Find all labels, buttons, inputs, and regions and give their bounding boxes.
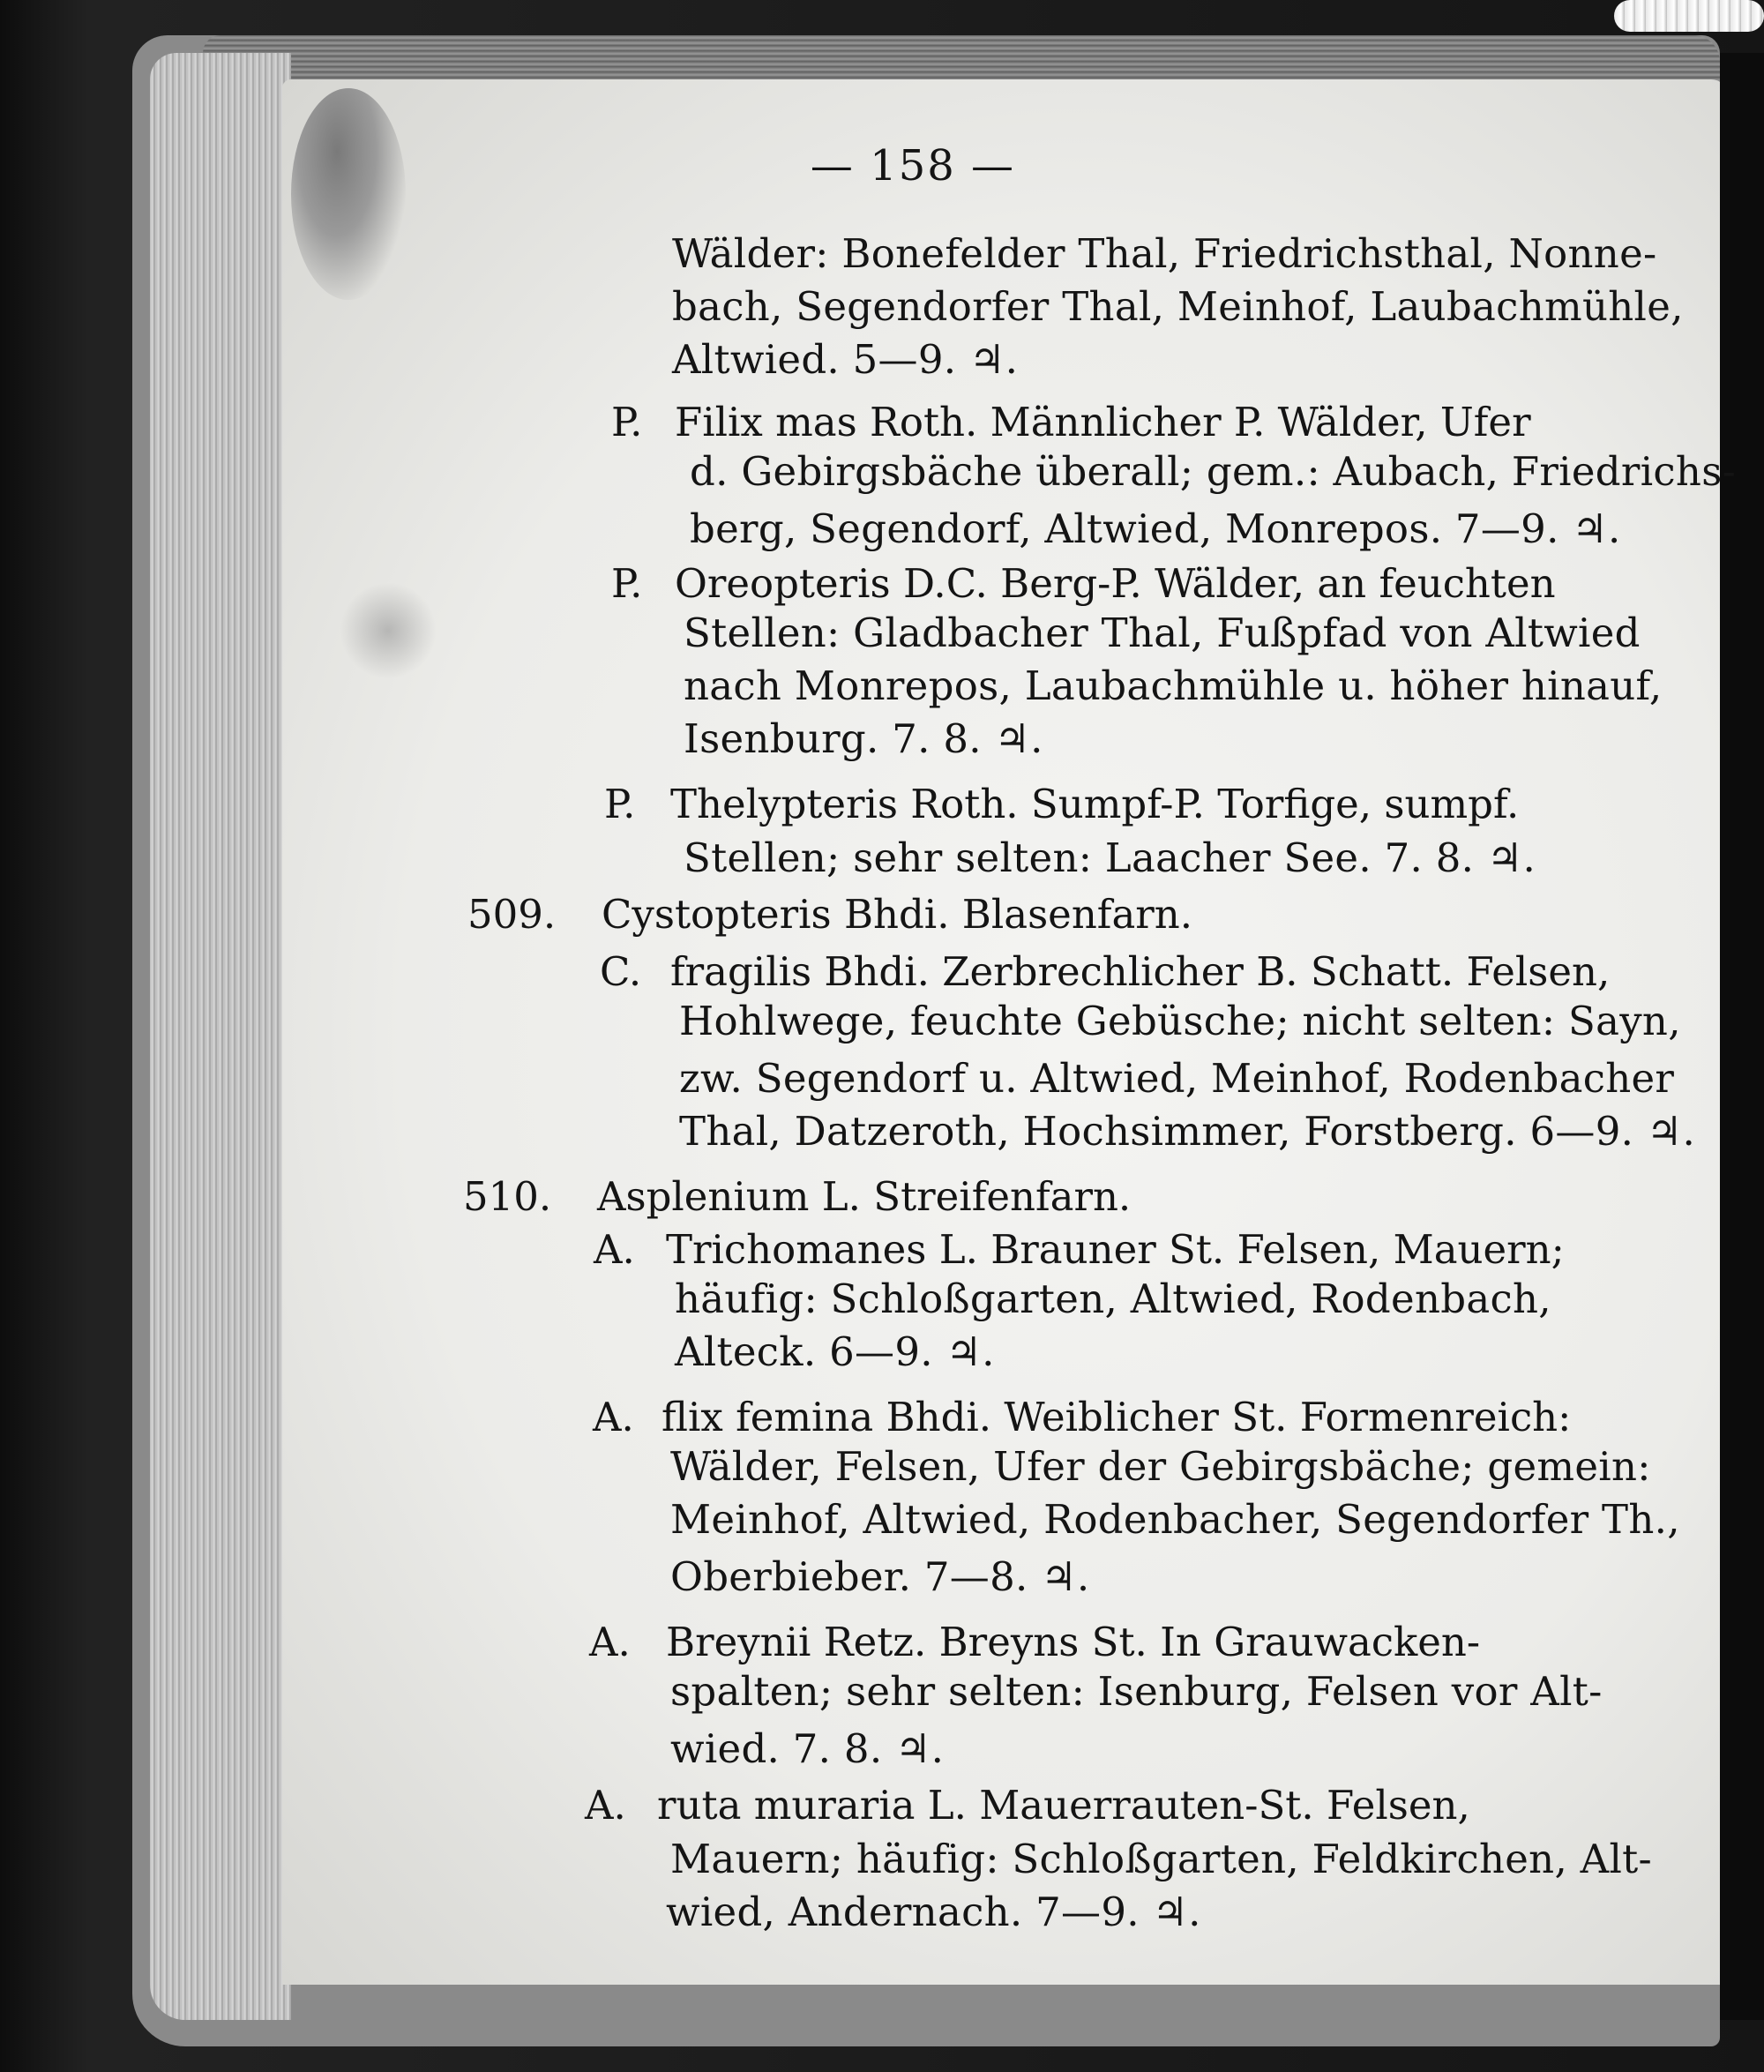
entry-abbr: A. [589,1619,631,1665]
entry-abbr: P. [611,560,643,607]
genus-number: 510. [463,1173,552,1220]
text-line: zw. Segendorf u. Altwied, Meinhof, Rodenbacher [679,1055,1675,1102]
left-page-edges [150,53,291,2020]
entry-text: Thelypteris Roth. Sumpf-P. Torfige, sumpf. [670,781,1520,827]
page-text [282,79,1737,1985]
entry-text: Breynii Retz. Breyns St. In Grauwacken- [666,1619,1481,1665]
text-line: Oberbieber. 7—8. ♃. [670,1553,1090,1600]
text-line: Isenburg. 7. 8. ♃. [684,715,1043,762]
text-line: wied, Andernach. 7—9. ♃. [666,1889,1201,1935]
text-line: Stellen: Gladbacher Thal, Fußpfad von Altwied [684,610,1641,656]
entry-text: fragilis Bhdi. Zerbrechlicher B. Schatt. Felsen, [670,948,1611,995]
genus-number: 509. [467,891,557,938]
text-line: Mauern; häufig: Schloßgarten, Feldkirchen, Alt- [670,1836,1653,1882]
entry-text: ruta muraria L. Mauerrauten-St. Felsen, [657,1782,1470,1829]
text-line: spalten; sehr selten: Isenburg, Felsen vor Alt- [670,1668,1603,1715]
entry-text: Asplenium L. Streifenfarn. [597,1173,1132,1220]
text-line: Wälder: Bonefelder Thal, Friedrichsthal, Nonne- [672,230,1657,277]
entry-abbr: P. [604,781,636,827]
text-line: häufig: Schloßgarten, Altwied, Rodenbach, [675,1275,1551,1322]
page-number: — 158 — [810,141,1016,191]
entry-text: Oreopteris D.C. Berg-P. Wälder, an feuchten [675,560,1556,607]
text-line: Wälder, Felsen, Ufer der Gebirgsbäche; gemein: [670,1443,1651,1490]
entry-text: flix femina Bhdi. Weiblicher St. Formenreich: [662,1394,1572,1440]
entry-text: Trichomanes L. Brauner St. Felsen, Mauern; [666,1226,1565,1273]
entry-abbr: P. [611,399,643,445]
text-line: Alteck. 6—9. ♃. [675,1328,995,1375]
bookmark-ribbon [1614,0,1764,32]
text-line: Thal, Datzeroth, Hochsimmer, Forstberg. 6—9. ♃. [679,1108,1696,1155]
text-line: wied. 7. 8. ♃. [670,1725,945,1772]
entry-abbr: A. [594,1226,635,1273]
text-line: d. Gebirgsbäche überall; gem.: Aubach, Friedrichs- [690,448,1737,495]
entry-abbr: A. [585,1782,626,1829]
text-line: Hohlwege, feuchte Gebüsche; nicht selten: Sayn, [679,998,1681,1044]
text-line: bach, Segendorfer Thal, Meinhof, Laubachmühle, [672,283,1684,330]
text-line: nach Monrepos, Laubachmühle u. höher hinauf, [684,662,1663,709]
entry-text: Cystopteris Bhdi. Blasenfarn. [602,891,1193,938]
entry-text: Filix mas Roth. Männlicher P. Wälder, Ufer [675,399,1531,445]
text-line: Stellen; sehr selten: Laacher See. 7. 8. ♃. [684,834,1536,881]
text-line: Altwied. 5—9. ♃. [672,336,1019,383]
entry-abbr: C. [600,948,642,995]
text-line: berg, Segendorf, Altwied, Monrepos. 7—9. ♃. [690,505,1621,552]
entry-abbr: A. [593,1394,634,1440]
text-line: Meinhof, Altwied, Rodenbacher, Segendorfer Th., [670,1496,1680,1543]
